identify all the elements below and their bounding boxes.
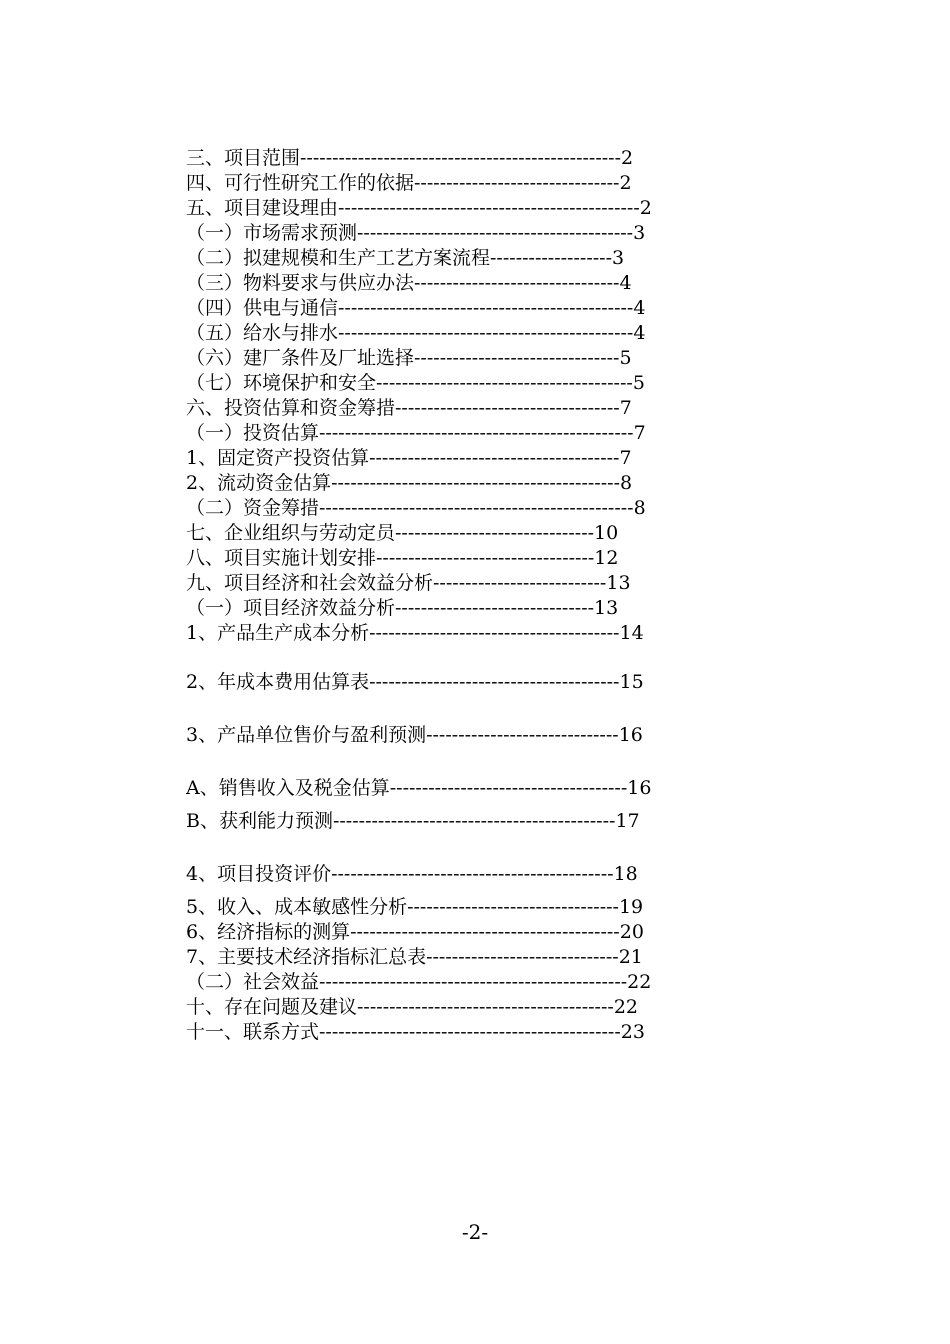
toc-page-number: 5: [632, 372, 645, 394]
toc-entry-title: （一）项目经济效益分析: [186, 597, 396, 619]
toc-entry: [186, 862, 726, 887]
toc-entry: [186, 1020, 726, 1045]
toc-entry: [186, 776, 726, 801]
toc-leader: -------------------------------------------: [357, 222, 634, 244]
toc-entry: [186, 621, 726, 646]
toc-leader: ----------------------------------------: [357, 996, 614, 1018]
toc-entry-title: （二）社会效益: [186, 971, 320, 993]
toc-entry-title: B、获利能力预测: [186, 810, 333, 832]
toc-entry-title: （六）建厂条件及厂址选择: [186, 347, 415, 369]
toc-entry: [186, 546, 726, 571]
toc-entry-title: 八、项目实施计划安排: [186, 547, 377, 569]
toc-entry-title: 十、存在问题及建议: [186, 996, 358, 1018]
toc-entry: [186, 146, 726, 171]
toc-entry-title: 四、可行性研究工作的依据: [186, 172, 415, 194]
toc-entry: [186, 196, 726, 221]
toc-entry-title: （二）资金筹措: [186, 497, 320, 519]
toc-entry: [186, 596, 726, 621]
toc-leader: --------------------------------: [414, 347, 620, 369]
toc-page-number: 2: [621, 147, 634, 169]
toc-entry: [186, 396, 726, 421]
toc-leader: --------------------------------------------: [331, 863, 614, 885]
toc-page-number: 4: [633, 322, 646, 344]
toc-entry-title: A、销售收入及税金估算: [186, 777, 390, 799]
toc-page-number: 22: [613, 996, 638, 1018]
toc-page-number: 13: [594, 597, 619, 619]
toc-page-number: 8: [620, 472, 633, 494]
toc-page-number: 16: [618, 724, 643, 746]
toc-leader: ---------------------------------------------: [331, 472, 620, 494]
toc-leader: ---------------------------------------: [369, 671, 620, 693]
toc-entry: [186, 970, 726, 995]
toc-leader: --------------------------------: [414, 172, 620, 194]
toc-leader: -------------------------------: [395, 597, 595, 619]
toc-leader: -------------------------------: [395, 522, 595, 544]
toc-page-number: 4: [633, 297, 646, 319]
toc-entry: [186, 346, 726, 371]
toc-page-number: 18: [613, 863, 638, 885]
toc-page-number: 7: [633, 422, 646, 444]
toc-entry: [186, 496, 726, 521]
toc-entry-title: （一）市场需求预测: [186, 222, 358, 244]
toc-page-number: 2: [639, 197, 652, 219]
toc-entry: [186, 670, 726, 695]
toc-leader: -----------------------------------------------: [338, 197, 640, 219]
toc-page-number: 19: [618, 896, 644, 918]
toc-leader: -------------------------------------------------: [319, 497, 634, 519]
toc-leader: ---------------------------------------: [369, 622, 620, 644]
toc-page-number: 3: [612, 247, 625, 269]
toc-leader: ---------------------------: [433, 572, 607, 594]
toc-entry: [186, 421, 726, 446]
toc-entry-title: 7、主要技术经济指标汇总表: [186, 946, 427, 968]
toc-entry: [186, 321, 726, 346]
toc-leader: ------------------------------------------------: [319, 971, 628, 993]
toc-page-number: 22: [627, 971, 652, 993]
toc-page-number: 12: [594, 547, 619, 569]
toc-leader: -----------------------------------------------: [319, 1021, 621, 1043]
toc-entry-title: （七）环境保护和安全: [186, 372, 377, 394]
table-of-contents: [186, 146, 726, 1045]
toc-entry: [186, 521, 726, 546]
toc-page-number: 8: [633, 497, 646, 519]
toc-entry-title: 6、经济指标的测算: [186, 921, 351, 943]
toc-page-number: 21: [618, 946, 643, 968]
toc-entry: [186, 246, 726, 271]
page-number: -2-: [461, 1220, 489, 1244]
toc-entry: [186, 571, 726, 596]
toc-entry: [186, 296, 726, 321]
toc-entry-title: （四）供电与通信: [186, 297, 339, 319]
toc-entry: [186, 446, 726, 471]
toc-entry-title: 三、项目范围: [186, 147, 301, 169]
toc-page-number: 20: [619, 921, 644, 943]
toc-page-number: 14: [619, 622, 644, 644]
toc-entry: [186, 920, 726, 945]
toc-page-number: 5: [619, 347, 632, 369]
toc-leader: -------------------: [490, 247, 612, 269]
toc-page-number: 13: [606, 572, 631, 594]
toc-entry-title: （五）给水与排水: [186, 322, 339, 344]
toc-entry: [186, 171, 726, 196]
toc-entry: [186, 895, 726, 920]
toc-page-number: 7: [619, 397, 632, 419]
toc-leader: ---------------------------------------: [369, 447, 620, 469]
toc-leader: --------------------------------: [414, 272, 620, 294]
toc-entry-title: 1、产品生产成本分析: [186, 622, 370, 644]
toc-entry-title: 六、投资估算和资金筹措: [186, 397, 396, 419]
toc-leader: ------------------------------: [426, 724, 619, 746]
toc-page-number: 16: [627, 777, 652, 799]
toc-page-number: 10: [594, 522, 619, 544]
toc-entry: [186, 471, 726, 496]
toc-leader: -----------------------------------: [395, 397, 620, 419]
toc-entry: [186, 945, 726, 970]
toc-entry-title: （二）拟建规模和生产工艺方案流程: [186, 247, 491, 269]
toc-entry: [186, 809, 726, 834]
toc-page-number: 2: [619, 172, 632, 194]
toc-leader: --------------------------------------------: [332, 810, 616, 832]
toc-leader: ----------------------------------: [376, 547, 595, 569]
toc-entry: [186, 271, 726, 296]
toc-page-number: 3: [633, 222, 646, 244]
toc-entry-title: 1、固定资产投资估算: [186, 447, 370, 469]
toc-leader: -------------------------------------: [389, 777, 628, 799]
toc-leader: -------------------------------------------------: [319, 422, 634, 444]
toc-entry-title: 3、产品单位售价与盈利预测: [186, 724, 427, 746]
toc-entry-title: 2、流动资金估算: [186, 472, 332, 494]
toc-entry-title: 九、项目经济和社会效益分析: [186, 572, 434, 594]
toc-entry-title: 2、年成本费用估算表: [186, 671, 370, 693]
toc-entry-title: 4、项目投资评价: [186, 863, 332, 885]
toc-entry-title: 七、企业组织与劳动定员: [186, 522, 396, 544]
toc-page-number: 17: [615, 810, 640, 832]
toc-entry: [186, 371, 726, 396]
toc-page-number: 4: [619, 272, 632, 294]
toc-entry: [186, 723, 726, 748]
toc-leader: ------------------------------: [426, 946, 619, 968]
toc-entry-title: 十一、联系方式: [186, 1021, 320, 1043]
toc-leader: ----------------------------------------------: [338, 297, 634, 319]
toc-leader: ----------------------------------------------: [338, 322, 634, 344]
toc-leader: ------------------------------------------: [350, 921, 620, 943]
toc-leader: --------------------------------------------------: [300, 147, 622, 169]
toc-page-number: 23: [620, 1021, 645, 1043]
toc-entry-title: 五、项目建设理由: [186, 197, 339, 219]
toc-entry-title: 5、收入、成本敏感性分析: [186, 896, 408, 918]
toc-page-number: 7: [619, 447, 632, 469]
toc-entry: [186, 221, 726, 246]
toc-entry-title: （一）投资估算: [186, 422, 320, 444]
toc-page-number: 15: [619, 671, 644, 693]
toc-leader: ---------------------------------: [407, 896, 619, 918]
toc-leader: ----------------------------------------: [376, 372, 633, 394]
toc-entry-title: （三）物料要求与供应办法: [186, 272, 415, 294]
toc-entry: [186, 995, 726, 1020]
